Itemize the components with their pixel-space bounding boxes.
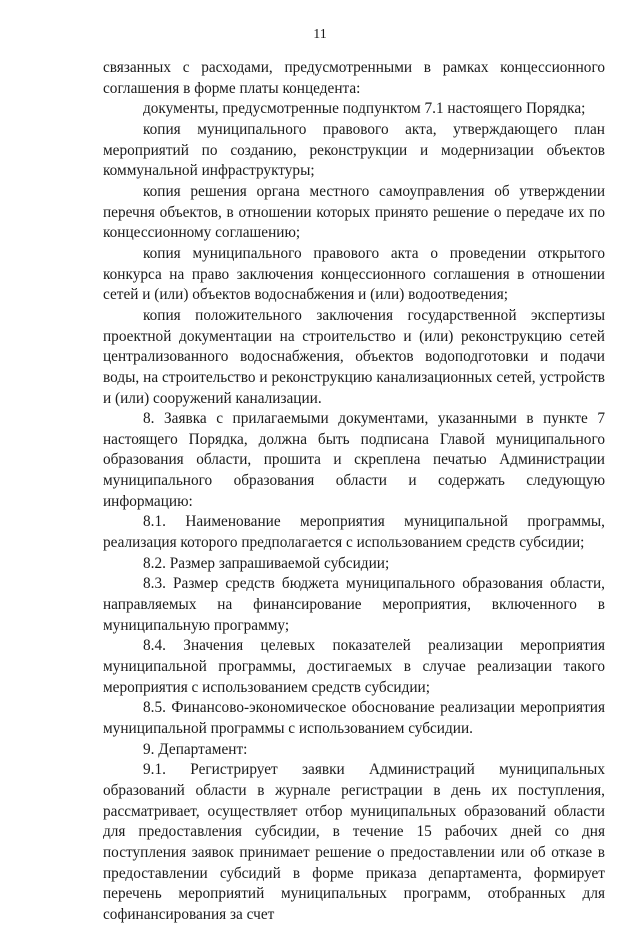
paragraph-clause-8-5: 8.5. Финансово-экономическое обоснование реализации мероприятия муниципальной программы с использованием субсидии. bbox=[103, 699, 605, 737]
page-number: 11 bbox=[313, 27, 327, 42]
paragraph-clause-8-2: 8.2. Размер запрашиваемой субсидии; bbox=[143, 554, 390, 572]
paragraph-list-item: копия муниципального правового акта о проведении открытого конкурса на право заключения концессионного соглашения в отношении сетей и (или) объектов водоснабжения и (или) водоотведения; bbox=[103, 244, 605, 304]
paragraph-clause-9: 9. Департамент: bbox=[143, 740, 248, 758]
paragraph-clause-8-1: 8.1. Наименование мероприятия муниципальной программы, реализация которого предполагается с использованием средств субсидии; bbox=[103, 513, 605, 552]
paragraph-clause-9-1: 9.1. Регистрирует заявки Администраций муниципальных образований области в журнале регистрации в день их поступления, рассматривает, осуществляет отбор муниципальных образований области для предоставления субсидии, в течение 15 рабочих дней со дня поступления заявок принимает решение о предоставлении или об отказе в предоставлении субсидий в форме приказа департамента, формирует перечень мероприятий муниципальных программ, отобранных для софинансирования за счет bbox=[103, 761, 605, 923]
document-body bbox=[103, 58, 605, 926]
paragraph-list-item: копия положительного заключения государственной экспертизы проектной документации на строительство и (или) реконструкцию сетей централизованного водоснабжения, объектов водоподготовки и подачи воды, на строительство и реконструкцию канализационных сетей, устройств и (или) сооружений канализации. bbox=[103, 306, 605, 407]
paragraph-clause-8: 8. Заявка с прилагаемыми документами, указанными в пункте 7 настоящего Порядка, должна быть подписана Главой муниципального образования области, прошита и скреплена печатью Администрации муниципального образования области и содержать следующую информацию: bbox=[103, 410, 605, 510]
paragraph-clause-8-4: 8.4. Значения целевых показателей реализации мероприятия муниципальной программы, достигаемых в случае реализации такого мероприятия с использованием средств субсидии; bbox=[103, 637, 605, 696]
paragraph-list-item: копия муниципального правового акта, утверждающего план мероприятий по созданию, реконструкции и модернизации объектов коммунальной инфраструктуры; bbox=[103, 120, 605, 180]
paragraph-clause-8-3: 8.3. Размер средств бюджета муниципального образования области, направляемых на финансирование мероприятия, включенного в муниципальную программу; bbox=[103, 575, 605, 634]
paragraph-list-item: копия решения органа местного самоуправления об утверждении перечня объектов, в отношении которых принято решение о передаче их по концессионному соглашению; bbox=[103, 182, 605, 242]
paragraph-continuation: связанных с расходами, предусмотренными в рамках концессионного соглашения в форме платы концедента: bbox=[103, 59, 605, 97]
paragraph-list-item: документы, предусмотренные подпунктом 7.1 настоящего Порядка; bbox=[143, 100, 586, 118]
